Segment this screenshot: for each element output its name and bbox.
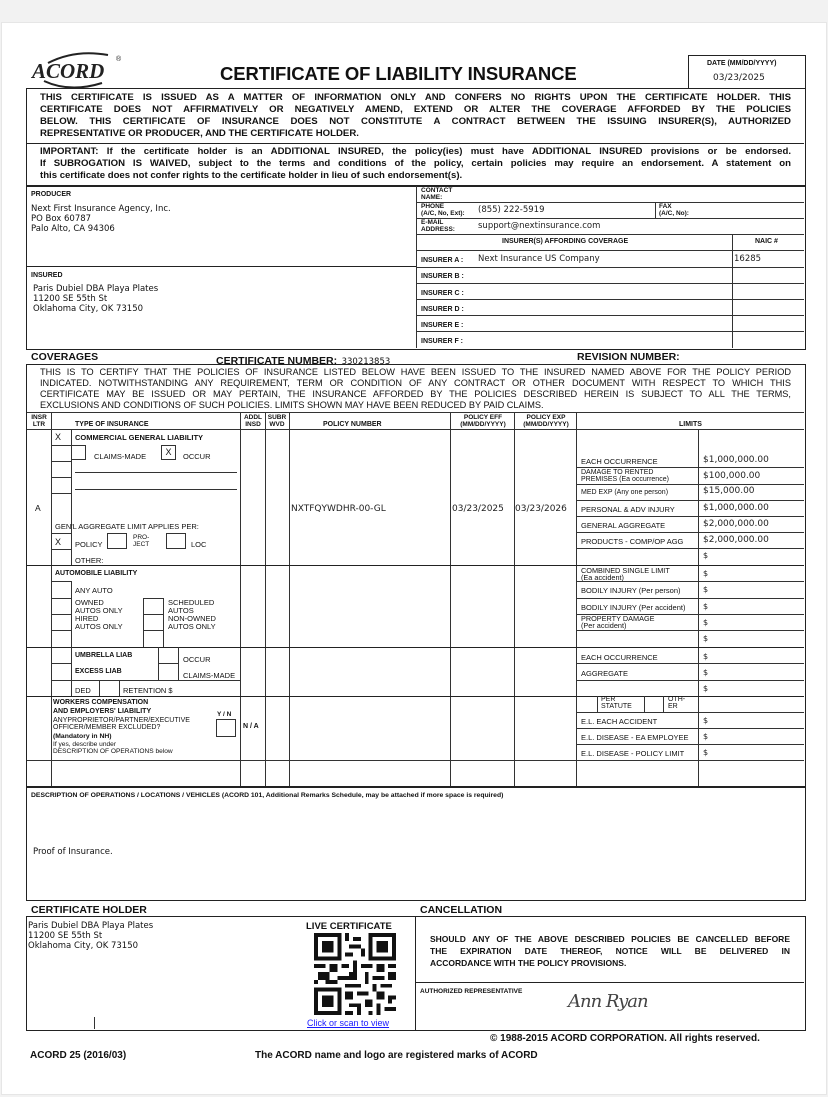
important-line: IMPORTANT: If the certificate holder is an ADDITIONAL INSURED, the policy(ies) must have ADDITIONAL INSURED provisions or be endorsed. [40,146,791,157]
limit-label: DAMAGE TO RENTED PREMISES (Ea occurrence) [581,469,669,483]
parties-box [26,185,806,350]
holder-name: Paris Dubiel DBA Playa Plates [28,921,154,931]
limit-label: MED EXP (Any one person) [581,489,669,496]
insurers-header: INSURER(S) AFFORDING COVERAGE [502,238,629,245]
wc-mandatory: (Mandatory in NH) [53,733,112,740]
email-label: E-MAIL ADDRESS: [421,219,455,233]
gl-exp-date: 03/23/2026 [515,504,567,514]
qr-code-icon[interactable] [314,933,396,1015]
svg-text:ACORD: ACORD [32,59,105,83]
wc-excluded-checkbox[interactable] [216,719,236,737]
limit-label: BODILY INJURY (Per person) [581,586,681,595]
wc-title-1: WORKERS COMPENSATION [53,699,149,706]
cert-number-label: CERTIFICATE NUMBER: [216,355,338,367]
contact-name-label: CONTACT NAME: [421,187,453,201]
scheduled-autos-label: SCHEDULED AUTOS [168,598,215,615]
col-limits: LIMITS [679,421,702,428]
description-label: DESCRIPTION OF OPERATIONS / LOCATIONS / VEHICLES (ACORD 101, Additional Remarks Schedule, may be attached if more space is required) [31,792,504,799]
insurer-a-label: INSURER A : [421,257,464,264]
limit-label: GENERAL AGGREGATE [581,521,666,530]
umbrella-occur-label: OCCUR [183,655,211,664]
insurer-d-label: INSURER D : [421,306,464,313]
limit-label: EACH OCCURRENCE [581,457,658,466]
occur-label: OCCUR [183,452,211,461]
limit-value: $ [703,684,709,693]
other-label: OTHER: [75,556,104,565]
description-box [26,786,806,901]
insr-ltr-a: A [35,503,41,513]
cancellation-label: CANCELLATION [420,904,503,916]
excess-label: EXCESS LIAB [75,668,122,675]
project-checkbox[interactable] [107,533,127,549]
limit-value: $ [703,585,709,594]
wc-na: N / A [243,723,259,730]
copyright: © 1988-2015 ACORD CORPORATION. All rights reserved. [490,1033,760,1044]
email-value: support@nextinsurance.com [478,221,601,231]
coverage-notice-line: CERTIFICATE MAY BE ISSUED OR MAY PERTAIN, THE INSURANCE AFFORDED BY THE POLICIES DESCRIBED HEREIN IS SUBJECT TO ALL THE TERMS, [40,389,791,399]
nonowned-autos-label: NON-OWNED AUTOS ONLY [168,614,216,631]
signature: Ann Ryan [568,991,648,1012]
wc-question: ANYPROPRIETOR/PARTNER/EXECUTIVE OFFICER/MEMBER EXCLUDED? [53,717,190,731]
col-policy-number: POLICY NUMBER [323,421,382,428]
limit-label: BODILY INJURY (Per accident) [581,603,686,612]
insurer-a-naic: 16285 [734,254,762,264]
page-title: CERTIFICATE OF LIABILITY INSURANCE [220,63,577,84]
insurer-c-label: INSURER C : [421,290,464,297]
limit-value: $ [703,668,709,677]
limit-value: $1,000,000.00 [703,455,769,465]
policy-check[interactable]: X [55,537,62,547]
cgl-check[interactable]: X [55,432,62,442]
col-insr-ltr: INSR LTR [31,414,47,428]
notice-line: BELOW. THIS CERTIFICATE OF INSURANCE DOES NOT CONSTITUTE A CONTRACT BETWEEN THE ISSUING INSURER(S), AUTHORIZED [40,116,791,127]
coverages-box [26,364,806,788]
auto-title: AUTOMOBILE LIABILITY [55,570,138,577]
insured-label: INSURED [31,272,63,279]
cancellation-line: SHOULD ANY OF THE ABOVE DESCRIBED POLICIES BE CANCELLED BEFORE [430,934,790,944]
notice-line: THIS CERTIFICATE IS ISSUED AS A MATTER OF INFORMATION ONLY AND CONFERS NO RIGHTS UPON THE CERTIFICATE HOLDER. THIS [40,92,791,103]
loc-label: LOC [191,540,207,549]
limit-value: $ [703,618,709,627]
description-text: Proof of Insurance. [33,847,113,857]
form-number: ACORD 25 (2016/03) [30,1050,127,1061]
umbrella-claims-made-label: CLAIMS-MADE [183,671,236,680]
loc-checkbox[interactable] [166,533,186,549]
holder-box [26,916,416,1031]
important-line: this certificate does not confer rights to the certificate holder in lieu of such endorsement(s). [40,170,463,181]
notice-line: REPRESENTATIVE OR PRODUCER, AND THE CERTIFICATE HOLDER. [40,128,359,139]
claims-made-checkbox[interactable] [71,445,86,460]
retention-label: RETENTION $ [123,686,173,695]
limit-value: $ [703,716,709,725]
limit-value: $ [703,551,709,560]
producer-address1: PO Box 60787 [31,214,92,224]
aggregate-applies-label: GEN'L AGGREGATE LIMIT APPLIES PER: [55,522,199,531]
notice-line: CERTIFICATE DOES NOT AFFIRMATIVELY OR NEGATIVELY AMEND, EXTEND OR ALTER THE COVERAGE AFFORDED BY THE POLICIES [40,104,791,115]
limit-value: $100,000.00 [703,471,761,481]
producer-address2: Palo Alto, CA 94306 [31,224,115,234]
fax-label: FAX (A/C, No): [659,203,689,217]
insurer-b-label: INSURER B : [421,273,464,280]
naic-header: NAIC # [755,238,778,245]
col-policy-eff: POLICY EFF (MM/DD/YYYY) [460,414,506,428]
certificate-page [1,22,827,1095]
limit-value: $ [703,602,709,611]
holder-address1: 11200 SE 55th St [28,931,103,941]
cancellation-line: THE EXPIRATION DATE THEREOF, NOTICE WILL BE DELIVERED IN [430,946,790,956]
wc-yn-label: Y / N [217,711,232,718]
limit-value: $1,000,000.00 [703,503,769,513]
claims-made-label: CLAIMS-MADE [94,452,147,461]
other-er-label: OTH- ER [668,696,686,710]
limit-value: $2,000,000.00 [703,519,769,529]
limit-label: EACH OCCURRENCE [581,653,658,662]
limit-value: $ [703,732,709,741]
important-line: If SUBROGATION IS WAIVED, subject to the terms and conditions of the policy, certain policies may require an endorsement. A statement on [40,158,791,169]
limit-label: E.L. EACH ACCIDENT [581,717,658,726]
limit-label: AGGREGATE [581,669,628,678]
policy-label: POLICY [75,540,103,549]
date-value: 03/23/2025 [713,73,765,83]
limit-label: E.L. DISEASE - EA EMPLOYEE [581,733,689,742]
authorized-rep-label: AUTHORIZED REPRESENTATIVE [420,988,523,995]
acord-logo-icon [30,47,130,91]
limit-label: PRODUCTS - COMP/OP AGG [581,537,684,546]
insurer-e-label: INSURER E : [421,322,464,329]
gl-eff-date: 03/23/2025 [452,504,504,514]
producer-name: Next First Insurance Agency, Inc. [31,204,171,214]
col-subr-wvd: SUBR WVD [267,414,287,428]
limit-value: $ [703,569,709,578]
limit-value: $2,000,000.00 [703,535,769,545]
coverages-label: COVERAGES [31,351,99,363]
cgl-title: COMMERCIAL GENERAL LIABILITY [75,433,204,442]
occur-checkbox[interactable]: X [161,445,176,460]
insured-address1: 11200 SE 55th St [33,294,108,304]
per-statute-label: PER STATUTE [601,696,632,710]
project-label: PRO- JECT [133,534,150,548]
revision-number-label: REVISION NUMBER: [577,351,680,363]
live-certificate-label: LIVE CERTIFICATE [306,921,392,932]
registered-marks: The ACORD name and logo are registered marks of ACORD [255,1050,538,1061]
cancellation-line: ACCORDANCE WITH THE POLICY PROVISIONS. [430,958,627,968]
phone-value: (855) 222-5919 [478,205,545,215]
hired-autos-label: HIRED AUTOS ONLY [75,614,123,631]
producer-label: PRODUCER [31,191,72,198]
date-label: DATE (MM/DD/YYYY) [707,60,777,67]
wc-note: If yes, describe under DESCRIPTION OF OPERATIONS below [53,741,173,755]
cert-number-value: 330213853 [341,357,391,367]
gl-policy-number: NXTFQYWDHR-00-GL [291,504,386,514]
ded-label: DED [75,686,91,695]
limit-label: E.L. DISEASE - POLICY LIMIT [581,749,685,758]
limit-value: $ [703,634,709,643]
limit-value: $15,000.00 [703,486,755,496]
insurer-f-label: INSURER F : [421,338,463,345]
acord-logo [30,47,130,91]
owned-autos-label: OWNED AUTOS ONLY [75,598,123,615]
coverage-notice-line: INDICATED. NOTWITHSTANDING ANY REQUIREMENT, TERM OR CONDITION OF ANY CONTRACT OR OTHER DOCUMENT WITH RESPECT TO WHICH THIS [40,378,791,388]
umbrella-label: UMBRELLA LIAB [75,652,133,659]
insured-name: Paris Dubiel DBA Playa Plates [33,284,159,294]
cancellation-box [415,916,806,1031]
col-addl-insd: ADDL INSD [243,414,263,428]
coverage-notice-line: EXCLUSIONS AND CONDITIONS OF SUCH POLICIES. LIMITS SHOWN MAY HAVE BEEN REDUCED BY PAID CLAIMS. [40,400,544,410]
qr-view-link[interactable]: Click or scan to view [307,1018,390,1028]
insured-address2: Oklahoma City, OK 73150 [33,304,144,314]
insurer-a-name: Next Insurance US Company [478,254,600,264]
phone-label: PHONE (A/C, No, Ext): [421,203,465,217]
certificate-holder-label: CERTIFICATE HOLDER [31,904,147,916]
wc-title-2: AND EMPLOYERS' LIABILITY [53,708,152,715]
limit-label: PROPERTY DAMAGE (Per accident) [581,614,655,630]
any-auto-label: ANY AUTO [75,586,113,595]
svg-text:®: ® [116,56,122,63]
col-type: TYPE OF INSURANCE [75,421,149,428]
limit-value: $ [703,652,709,661]
limit-label: PERSONAL & ADV INJURY [581,505,675,514]
limit-label: COMBINED SINGLE LIMIT (Ea accident) [581,566,670,582]
limit-value: $ [703,748,709,757]
col-policy-exp: POLICY EXP (MM/DD/YYYY) [523,414,569,428]
notice-box [26,88,806,187]
holder-address2: Oklahoma City, OK 73150 [28,941,139,951]
date-box [688,55,806,89]
coverage-notice-line: THIS IS TO CERTIFY THAT THE POLICIES OF INSURANCE LISTED BELOW HAVE BEEN ISSUED TO THE INSURED NAMED ABOVE FOR THE POLICY PERIOD [40,367,791,377]
